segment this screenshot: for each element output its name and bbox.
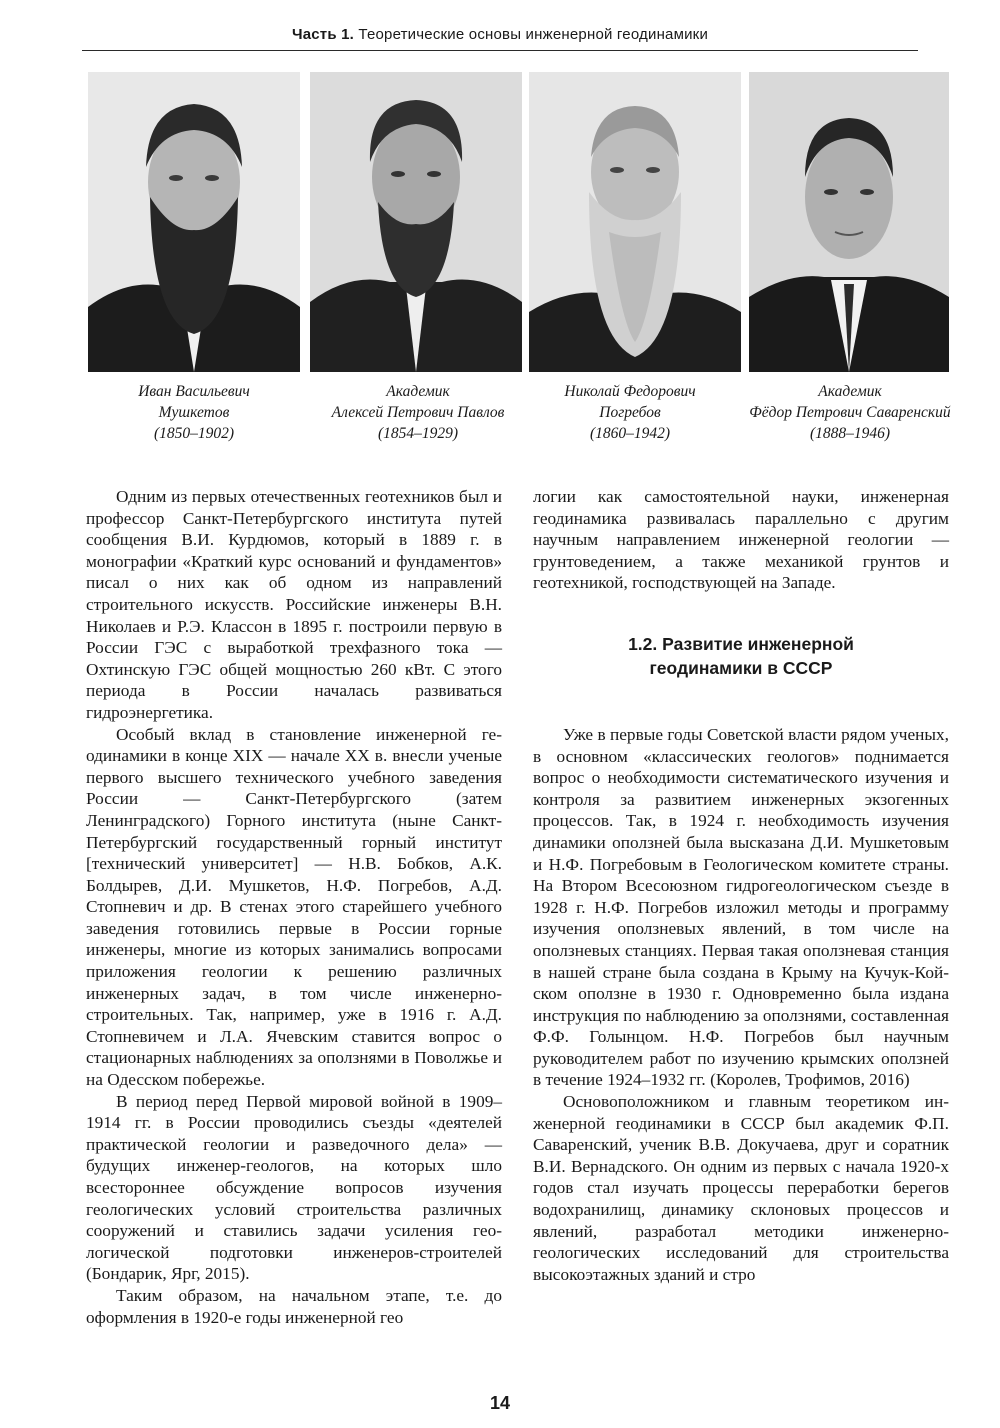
section-heading (533, 632, 949, 680)
caption-line: Алексей Петрович Павлов (331, 404, 505, 421)
caption-years: (1860–1942) (589, 425, 671, 442)
caption-years: (1850–1902) (153, 425, 235, 442)
section-heading-line: 1.2. Развитие инженерной (628, 633, 854, 654)
right-column (533, 486, 949, 1285)
caption-years: (1888–1946) (809, 425, 891, 442)
header-title: Теоретические основы инженерной геодинамики (358, 26, 709, 43)
paragraph: Одним из первых отечественных геотехников был и профессор Санкт-Петербургского института путей сообщения В.И. Курдюмов, который в 1889 г. в монографии «Краткий курс оснований и фундаментов» писал о них как об одном из направлений строительного искусств. Российские инженеры В.Н. Николаев и Р.Э. Классон в 1895 г. построили первую в России ГЭС с выработкой трехфазного тока — Охтинскую ГЭС общей мощностью 260 кВт. С этого периода в России началась развиваться гидроэнергетика. (86, 487, 502, 722)
caption-line: Погребов (599, 404, 661, 421)
portrait-caption-savarensky (730, 381, 970, 444)
page-number: 14 (489, 1393, 511, 1413)
portrait-photo-mushketov (88, 72, 300, 372)
paragraph-continued: логии как самостоятельной науки, инженерная геодинамика развивалась параллельно с другим научным направлением инженерной геологии — грунтоведением, а также механикой грунтов и геотехникой, господствующей на Западе. (533, 487, 949, 593)
caption-line: Мушкетов (158, 404, 230, 421)
portrait-photo-pogrebov (529, 72, 741, 372)
portrait-caption-pogrebov (510, 381, 750, 444)
portrait-photo-pavlov (310, 72, 522, 372)
portrait-photo-savarensky (749, 72, 949, 372)
paragraph: Уже в первые годы Советской власти рядом ученых, в основном «классических геологов» поднимается вопрос о необходимости систематического изучения и контроля за развитием инженерных экзогенных процессов. Так, в 1924 г. необходимость изучения динамики оползней была высказана Д.И. Мушкетовым и Н.Ф. Погребовым в Геологическом комитете страны. На Втором Всесоюзном гидрогеологическом съезде в 1928 г. Н.Ф. Погребов изложил методы и программу изучения оползневых явлений, в том числе на оползневых станциях. Первая такая оползневая станция в нашей стране была создана в Крыму на Кучук-Койском оползне в 1930 г. Одновременно была издана инструкция по наблюдению за оползнями, составленная Ф.Ф. Голынцом. Н.Ф. Погребов был научным руководителем работ по изучению крымских оползней в течение 1924–1932 гг. (Королев, Трофимов, 2016) (533, 724, 949, 1090)
caption-line: Фёдор Петрович Саваренский (749, 404, 951, 421)
caption-years: (1854–1929) (377, 425, 459, 442)
section-heading-line: геодинамики в СССР (649, 657, 833, 678)
caption-line: Академик (818, 383, 882, 400)
caption-line: Иван Васильевич (138, 383, 250, 400)
paragraph: В период перед Первой мировой войной в 1909–1914 гг. в России проводились съезды «деятелей практической геологии и разведочного дела» — будущих инженер-геологов, на которых шло всестороннее обсуждение вопросов изучения геологических условий строительства различных сооружений и ставились задачи усиления геологической подготовки инженеров-строителей (Бондарик, Ярг, 2015). (86, 1091, 502, 1284)
running-header (0, 26, 1000, 43)
header-part: Часть 1. (291, 26, 355, 43)
header-rule (82, 50, 918, 51)
paragraph: Основоположником и главным теоретиком инженерной геодинамики в СССР был академик Ф.П. Саваренский, ученик В.В. Докучаева, друг и соратник В.И. Вернадского. Он одним из первых с начала 1920-х годов стал изучать процессы переработки берегов водохранилищ, динамику склоновых процессов и явлений, разработал методики инженерно-геологических исследований для строительства высокоэтажных зданий и стро (533, 1092, 949, 1284)
paragraph: Особый вклад в становление инженерной геодинамики в конце XIX — начале XX в. внесли ученые первого высшего технического учебного заведения России — Санкт-Петербургского (затем Ленинградского) Горного института (ныне Санкт-Петербургский государственный горный институт [технический университет] — Н.В. Бобков, А.К. Болдырев, Д.И. Мушкетов, Н.Ф. Погребов, А.Д. Стопневич и др. В стенах этого старейшего учебного заведения готовились первые в России горные инженеры, многие из которых занимались вопросами приложения геологии к решению различных инженерных задач, в том числе инженерно-строительных. Так, например, уже в 1916 г. А.Д. Стопневичем и Л.А. Ячевским ставится вопрос о стационарных наблюдениях за оползнями в Поволжье и на Одесском побережье. (86, 724, 502, 1090)
left-column (86, 486, 502, 1328)
portrait-caption-mushketov (74, 381, 314, 444)
caption-line: Академик (386, 383, 450, 400)
portrait-caption-pavlov (298, 381, 538, 444)
paragraph: Таким образом, на начальном этапе, т.е. до оформления в 1920-е годы инженерной гео (86, 1285, 502, 1327)
caption-line: Николай Федорович (564, 383, 696, 400)
